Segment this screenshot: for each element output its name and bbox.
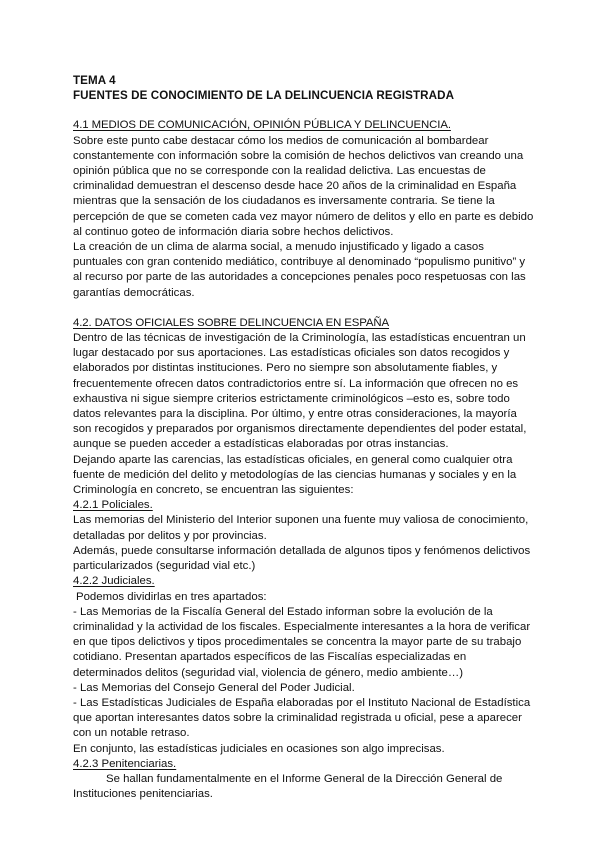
section-4-1-paragraph-1: Sobre este punto cabe destacar cómo los medios de comunicación al bombardear constantemente con información sobre la comisión de hechos delictivos van creando una opinión pública que no se corresponde con la realidad delictiva. Las encuestas de criminalidad demuestran el descenso desde hace 20 años de la criminalidad en España mientras que la sensación de los ciudadanos es inversamente contraria. Se tiene la percepción de que se cometen cada vez mayor número de delitos y ello en parte es debido al continuo goteo de información diaria sobre hechos delictivos. bbox=[73, 134, 534, 238]
document-page bbox=[73, 73, 535, 802]
subsection-4-2-1 bbox=[73, 498, 535, 574]
section-4-2-paragraph-1: Dentro de las técnicas de investigación de la Criminología, las estadísticas encuentran un lugar destacado por sus aportaciones. Las estadísticas oficiales son datos recogidos y elaborados por distintas instituciones. Pero no siempre son absolutamente fiables, y frecuentemente ofrecen datos contradictorios entre sí. La información que ofrecen no es exhaustiva ni sigue siempre criterios estrictamente criminológicos –esto es, sobre todo datos relevantes para la disciplina. Por último, y entre otras consideraciones, la mayoría son recogidos y preparados por organismos directamente dependientes del poder estatal, aunque se pueden acceder a estadísticas elaboradas por otras instancias. bbox=[73, 332, 527, 451]
subsection-4-2-3-heading: 4.2.3 Penitenciarias. bbox=[73, 757, 177, 770]
section-4-1 bbox=[73, 118, 535, 300]
subsection-4-2-3-paragraph: Se hallan fundamentalmente en el Informe General de la Dirección General de Instituciones penitenciarias. bbox=[73, 772, 503, 801]
section-4-1-paragraph-2: La creación de un clima de alarma social, a menudo injustificado y ligado a casos puntuales con gran contenido mediático, contribuye al denominado “populismo punitivo” y al recurso por parte de las autoridades a concepciones penales poco respetuosas con las garantías democráticas. bbox=[73, 241, 526, 299]
subsection-4-2-2 bbox=[73, 574, 535, 756]
list-item: - Las Memorias de la Fiscalía General del Estado informan sobre la evolución de la criminalidad y la actividad de los fiscales. Especialmente interesantes a la hora de verificar en que tipos delictivos y tipos procedimentales se concentra la mayor parte de su trabajo cotidiano. Presentan apartados específicos de las Fiscalías especializadas en determinados delitos (seguridad vial, violencia de género, medio ambiente…) bbox=[73, 605, 531, 679]
list-item: - Las Memorias del Consejo General del Poder Judicial. bbox=[73, 681, 355, 694]
subsection-4-2-1-paragraph-1: Las memorias del Ministerio del Interior suponen una fuente muy valiosa de conocimiento, detalladas por delitos y por provincias. bbox=[73, 514, 529, 542]
subsection-4-2-2-intro: Podemos dividirlas en tres apartados: bbox=[76, 590, 267, 603]
tema-label: TEMA 4 bbox=[73, 74, 116, 87]
title-block bbox=[73, 73, 535, 103]
subsection-4-2-2-conclusion: En conjunto, las estadísticas judiciales en ocasiones son algo imprecisas. bbox=[73, 742, 445, 755]
subsection-4-2-3 bbox=[73, 757, 535, 803]
subsection-4-2-1-paragraph-2: Además, puede consultarse información detallada de algunos tipos y fenómenos delictivos particularizados (seguridad vial etc.) bbox=[73, 544, 531, 573]
document-title: FUENTES DE CONOCIMIENTO DE LA DELINCUENCIA REGISTRADA bbox=[73, 89, 455, 103]
section-4-2 bbox=[73, 316, 535, 803]
section-4-2-paragraph-2: Dejando aparte las carencias, las estadísticas oficiales, en general como cualquier otra fuente de medición del delito y metodologías de las ciencias humanas y sociales y en la Criminología en concreto, se encuentran las siguientes: bbox=[73, 453, 517, 497]
section-4-2-heading: 4.2. DATOS OFICIALES SOBRE DELINCUENCIA EN ESPAÑA bbox=[73, 316, 390, 329]
subsection-4-2-1-heading: 4.2.1 Policiales. bbox=[73, 499, 153, 512]
list-item: - Las Estadísticas Judiciales de España elaboradas por el Instituto Nacional de Estadística que aportan interesantes datos sobre la criminalidad registrada u oficial, pese a aparecer con un notable retraso. bbox=[73, 696, 531, 740]
subsection-4-2-2-heading: 4.2.2 Judiciales. bbox=[73, 575, 155, 588]
section-4-1-heading: 4.1 MEDIOS DE COMUNICACIÓN, OPINIÓN PÚBLICA Y DELINCUENCIA. bbox=[73, 119, 451, 132]
